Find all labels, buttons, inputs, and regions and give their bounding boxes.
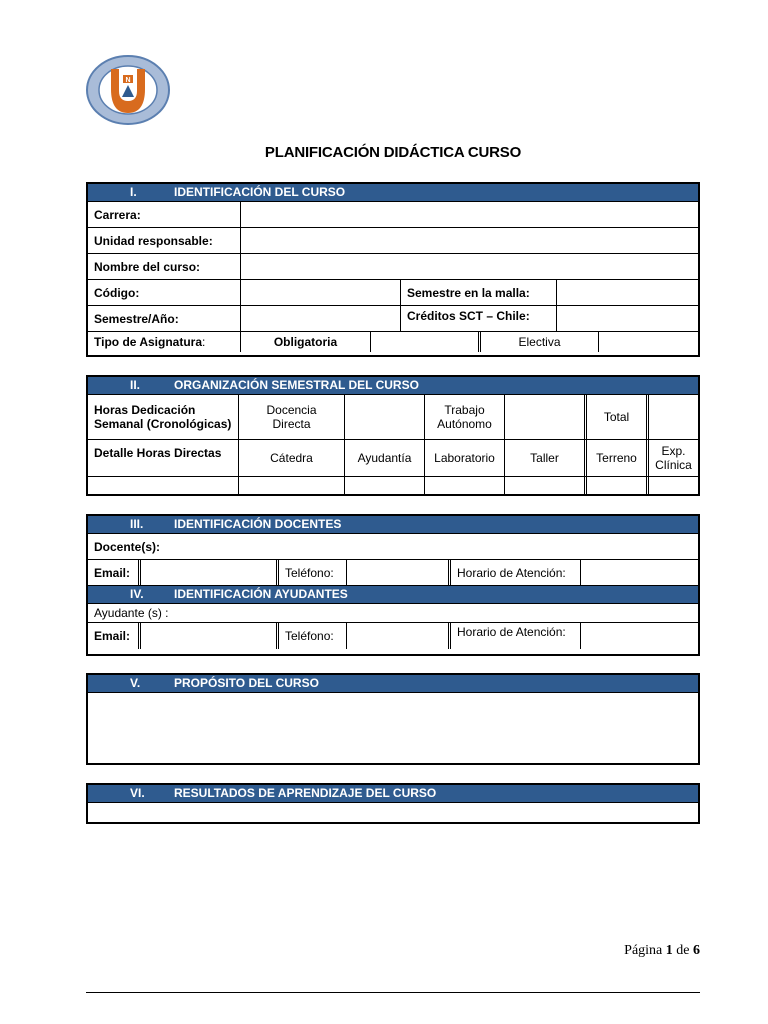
row-detalle: [88, 439, 698, 476]
label-email: Email:: [94, 565, 131, 580]
section-number: III.: [130, 517, 144, 531]
label-semestre-ano: Semestre/Año:: [94, 311, 179, 326]
label-telefono: Teléfono:: [276, 560, 346, 585]
label-obligatoria: Obligatoria: [240, 332, 370, 352]
section-title: RESULTADOS DE APRENDIZAJE DEL CURSO: [174, 786, 437, 800]
field-semestre-malla[interactable]: [556, 280, 698, 305]
field-unidad[interactable]: [240, 228, 698, 253]
field-codigo[interactable]: [240, 280, 400, 305]
label-tipo: Tipo de Asignatura: [94, 335, 203, 349]
field-terreno[interactable]: [584, 477, 646, 495]
label-email: Email:: [94, 629, 131, 643]
row-codigo: [88, 279, 698, 305]
field-horario[interactable]: [580, 560, 698, 585]
label-catedra: Cátedra: [238, 440, 344, 476]
university-logo: [86, 55, 170, 125]
section-number: II.: [130, 378, 141, 392]
field-catedra[interactable]: [238, 477, 344, 495]
label-ayudante: Ayudante (s) :: [94, 606, 169, 620]
section-header: [88, 377, 698, 394]
section-proposito: [86, 673, 700, 765]
section-title: IDENTIFICACIÓN AYUDANTES: [174, 587, 348, 601]
label-codigo: Código:: [94, 285, 140, 300]
label-creditos: Créditos SCT – Chile:: [400, 306, 556, 331]
section-number: V.: [130, 676, 141, 690]
field-telefono[interactable]: [346, 623, 448, 649]
label-docentes: Docente(s):: [94, 539, 161, 554]
label-exp-line1: Exp.: [661, 444, 686, 458]
section-number: I.: [130, 185, 137, 199]
footer-rule: [86, 992, 700, 993]
label-laboratorio: Laboratorio: [424, 440, 504, 476]
field-horario[interactable]: [580, 623, 698, 649]
field-creditos[interactable]: [556, 306, 698, 331]
label-horario: Horario de Atención:: [448, 560, 580, 585]
field-ayudantia[interactable]: [344, 477, 424, 495]
label-terreno: Terreno: [584, 440, 646, 476]
row-nombre: [88, 253, 698, 279]
section-title: IDENTIFICACIÓN DOCENTES: [174, 517, 342, 531]
field-laboratorio[interactable]: [424, 477, 504, 495]
section-resultados: [86, 783, 700, 824]
label-ayudantia: Ayudantía: [344, 440, 424, 476]
field-email[interactable]: [138, 560, 276, 585]
label-trabajo-line2: Autónomo: [437, 417, 492, 431]
label-tipo-colon: :: [202, 335, 206, 349]
label-exp-line2: Clínica: [655, 458, 692, 472]
section-title: IDENTIFICACIÓN DEL CURSO: [174, 185, 346, 199]
section-header: [88, 675, 698, 692]
field-total[interactable]: [646, 395, 698, 439]
svg-text:N: N: [125, 77, 131, 84]
label-trabajo: [424, 395, 504, 439]
empty-cell: [88, 477, 238, 495]
field-semestre-ano[interactable]: [240, 306, 400, 331]
label-total: Total: [584, 395, 646, 439]
row-docentes: [88, 533, 698, 559]
label-electiva: Electiva: [478, 332, 598, 352]
section-number: IV.: [130, 587, 144, 601]
current-page: 1: [665, 943, 673, 958]
section-number: VI.: [130, 786, 145, 800]
section-header: [88, 516, 698, 533]
label-detalle: Detalle Horas Directas: [94, 446, 222, 460]
label-exp-clinica: [646, 440, 698, 476]
label-horario: Horario de Atención:: [448, 623, 580, 649]
row-unidad: [88, 227, 698, 253]
section-title: ORGANIZACIÓN SEMESTRAL DEL CURSO: [174, 378, 419, 392]
row-ayudante: [88, 603, 698, 622]
row-semestre-ano: [88, 305, 698, 331]
section-docentes: [86, 514, 700, 656]
section-header: [88, 184, 698, 201]
section-identificacion-curso: [86, 182, 700, 357]
row-ayudante-contact: [88, 622, 698, 649]
label-horas-line2: Semanal (Cronológicas): [94, 417, 232, 431]
field-taller[interactable]: [504, 477, 584, 495]
row-horas: [88, 394, 698, 439]
row-docente-contact: [88, 559, 698, 585]
label-carrera: Carrera:: [94, 207, 141, 222]
field-nombre[interactable]: [240, 254, 698, 279]
page-title: PLANIFICACIÓN DIDÁCTICA CURSO: [264, 144, 522, 161]
total-pages: 6: [693, 943, 700, 958]
field-trabajo[interactable]: [504, 395, 584, 439]
label-taller: Taller: [504, 440, 584, 476]
field-proposito[interactable]: [88, 692, 698, 764]
field-resultados[interactable]: [88, 802, 698, 823]
label-trabajo-line1: Trabajo: [444, 403, 485, 417]
label-telefono: Teléfono:: [276, 623, 346, 649]
checkbox-obligatoria[interactable]: [370, 332, 478, 352]
label-horas-line1: Horas Dedicación: [94, 403, 196, 417]
section-organizacion-semestral: [86, 375, 700, 496]
section-title: PROPÓSITO DEL CURSO: [174, 676, 319, 690]
section-header: [88, 785, 698, 802]
row-carrera: [88, 201, 698, 227]
label-docencia-line1: Docencia: [266, 403, 317, 417]
field-exp-clinica[interactable]: [646, 477, 698, 495]
row-detalle-values: [88, 476, 698, 495]
label-docencia-line2: Directa: [272, 417, 311, 431]
label-nombre: Nombre del curso:: [94, 259, 201, 274]
label-unidad: Unidad responsable:: [94, 233, 213, 248]
de-word: de: [676, 943, 690, 958]
label-docencia: [238, 395, 344, 439]
page-number: [624, 943, 700, 959]
field-docencia[interactable]: [344, 395, 424, 439]
field-carrera[interactable]: [240, 202, 698, 227]
page-word: Página: [624, 943, 663, 958]
label-tipo-wrap: [88, 332, 240, 352]
field-email[interactable]: [138, 623, 276, 649]
section-header-ayudantes: [88, 585, 698, 603]
row-tipo: [88, 331, 698, 352]
checkbox-electiva[interactable]: [598, 332, 698, 352]
field-telefono[interactable]: [346, 560, 448, 585]
label-semestre-malla: Semestre en la malla:: [400, 280, 556, 305]
label-horas: [88, 395, 238, 439]
